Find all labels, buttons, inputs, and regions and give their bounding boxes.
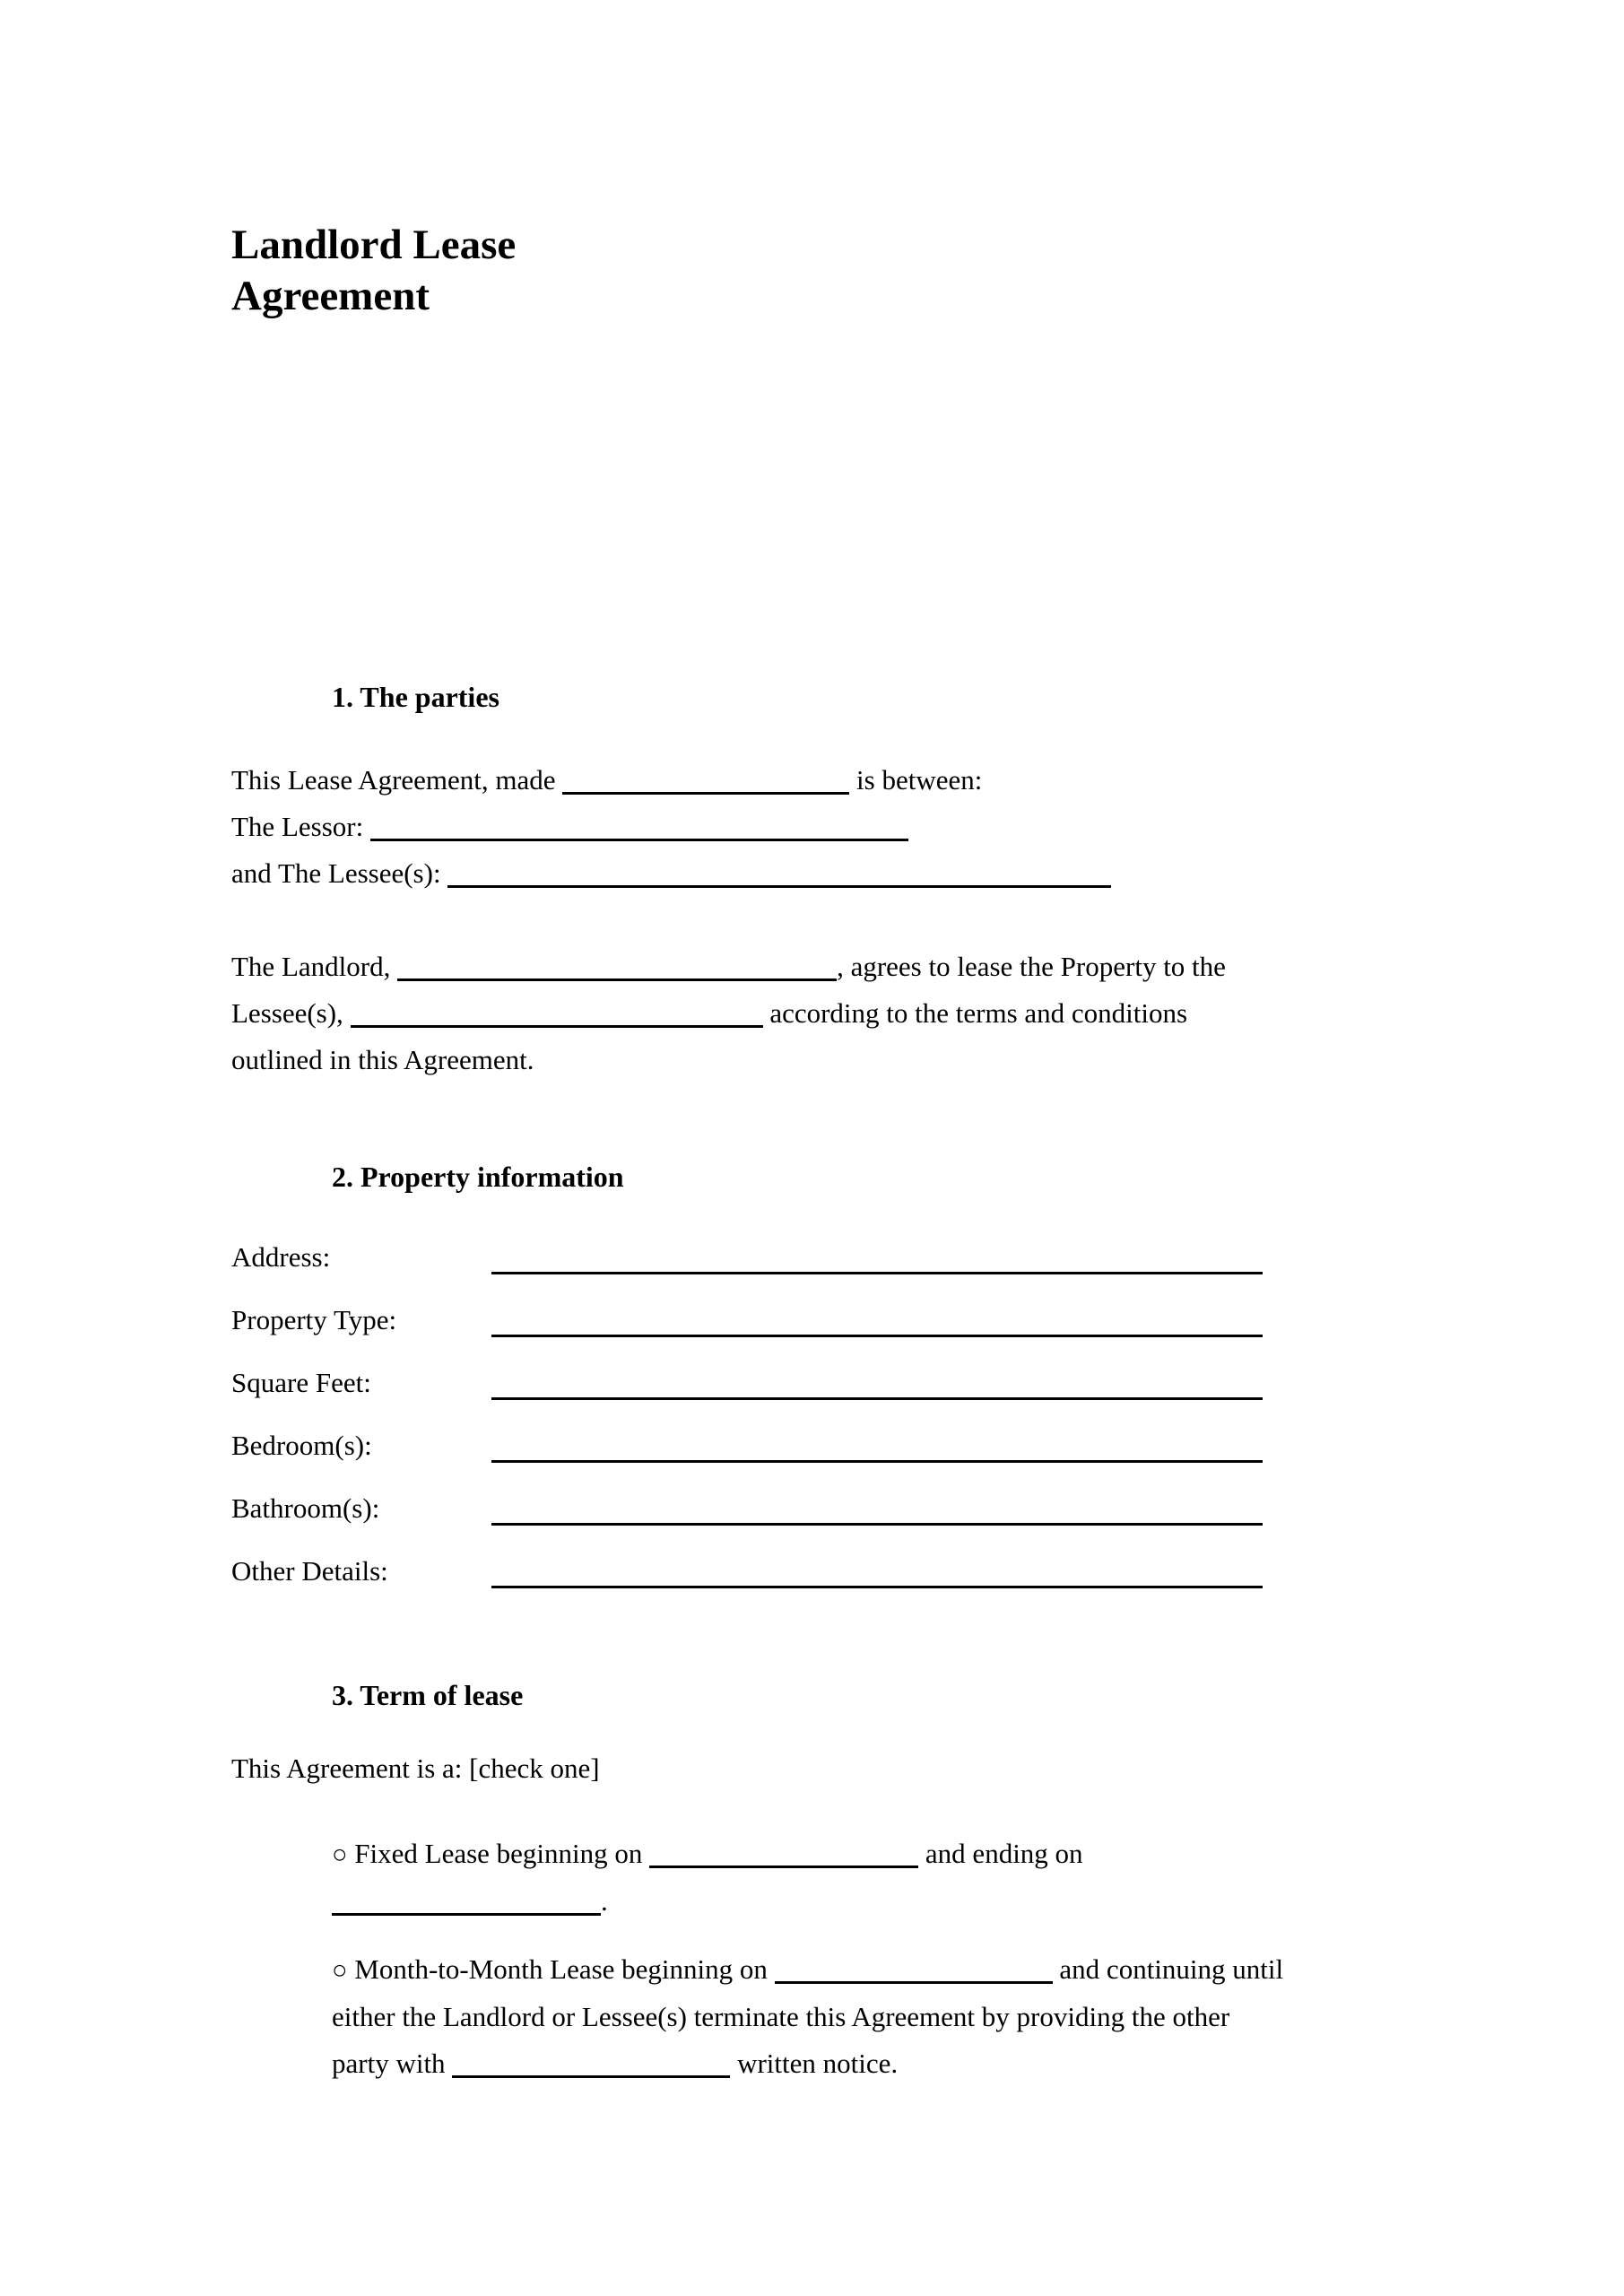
landlord-line2-pre-text: Lessee(s), bbox=[231, 997, 343, 1029]
parties-line1-pre-text: This Lease Agreement, made bbox=[231, 764, 556, 796]
document-content bbox=[231, 0, 1397, 2087]
fixed-lease-radio-icon[interactable]: ○ bbox=[332, 1840, 348, 1869]
other-details-label: Other Details: bbox=[231, 1555, 388, 1587]
fill-in-blank-property-type[interactable] bbox=[491, 1335, 1263, 1337]
bedrooms-label: Bedroom(s): bbox=[231, 1430, 372, 1461]
field-row-bedrooms bbox=[231, 1422, 1397, 1485]
m2m-line-2: either the Landlord or Lessee(s) terminate this Agreement by providing the other bbox=[332, 2001, 1230, 2032]
landlord-line-3: outlined in this Agreement. bbox=[231, 1044, 534, 1075]
document-title-line-1: Landlord Lease bbox=[231, 222, 517, 268]
address-label: Address: bbox=[231, 1241, 331, 1273]
section-heading-term: 3. Term of lease bbox=[332, 1679, 524, 1711]
fill-in-blank-lessor-name[interactable] bbox=[370, 839, 908, 841]
fixed-lease-line1-pre-text: Fixed Lease beginning on bbox=[354, 1838, 643, 1869]
m2m-line1-post-text: and continuing until bbox=[1059, 1953, 1284, 1985]
document-title-line-2: Agreement bbox=[231, 273, 430, 319]
field-row-other-details bbox=[231, 1548, 1397, 1611]
parties-line-2 bbox=[231, 804, 1397, 850]
fill-in-blank-bedrooms[interactable] bbox=[491, 1460, 1263, 1463]
landlord-line1-post-text: , agrees to lease the Property to the bbox=[837, 951, 1226, 982]
fill-in-blank-fixed-begin-date[interactable] bbox=[649, 1866, 918, 1868]
field-row-address bbox=[231, 1234, 1397, 1297]
fixed-lease-line2-punct: . bbox=[601, 1885, 608, 1917]
lessee-label: and The Lessee(s): bbox=[231, 857, 441, 889]
section-heading-parties: 1. The parties bbox=[332, 681, 499, 713]
fixed-lease-line1-post-text: and ending on bbox=[925, 1838, 1083, 1869]
fill-in-blank-address[interactable] bbox=[491, 1272, 1263, 1274]
fill-in-blank-notice-period[interactable] bbox=[452, 2075, 730, 2078]
field-row-property-type bbox=[231, 1297, 1397, 1360]
parties-paragraph-1 bbox=[231, 757, 1397, 897]
fill-in-blank-lessee-name[interactable] bbox=[447, 885, 1111, 888]
parties-paragraph-2 bbox=[231, 944, 1397, 1083]
m2m-line3-post-text: written notice. bbox=[737, 2048, 899, 2079]
option-fixed-lease bbox=[332, 1831, 1397, 1925]
parties-line1-post-text: is between: bbox=[856, 764, 983, 796]
parties-line-3 bbox=[231, 850, 1397, 897]
fixed-lease-line-1 bbox=[332, 1831, 1397, 1878]
fill-in-blank-fixed-end-date[interactable] bbox=[332, 1913, 601, 1916]
term-intro-line: This Agreement is a: [check one] bbox=[231, 1752, 600, 1784]
property-type-label: Property Type: bbox=[231, 1304, 397, 1335]
fill-in-blank-date-made[interactable] bbox=[562, 792, 849, 795]
landlord-line1-pre-text: The Landlord, bbox=[231, 951, 391, 982]
m2m-line1-pre-text: Month-to-Month Lease beginning on bbox=[354, 1953, 768, 1985]
field-row-square-feet bbox=[231, 1360, 1397, 1422]
m2m-line-1 bbox=[332, 1946, 1397, 1994]
section-heading-property: 2. Property information bbox=[332, 1161, 624, 1193]
landlord-line2-post-text: according to the terms and conditions bbox=[769, 997, 1188, 1029]
parties-line-1 bbox=[231, 757, 1397, 804]
property-fields bbox=[231, 1234, 1397, 1611]
document-title bbox=[231, 220, 1397, 322]
bathrooms-label: Bathroom(s): bbox=[231, 1492, 380, 1524]
month-to-month-radio-icon[interactable]: ○ bbox=[332, 1956, 348, 1985]
fill-in-blank-square-feet[interactable] bbox=[491, 1397, 1263, 1400]
landlord-line-1 bbox=[231, 944, 1397, 990]
fill-in-blank-other-details[interactable] bbox=[491, 1586, 1263, 1588]
field-row-bathrooms bbox=[231, 1485, 1397, 1548]
fill-in-blank-m2m-begin-date[interactable] bbox=[775, 1981, 1053, 1984]
square-feet-label: Square Feet: bbox=[231, 1367, 371, 1398]
lessor-label: The Lessor: bbox=[231, 811, 364, 842]
m2m-line3-pre-text: party with bbox=[332, 2048, 446, 2079]
fill-in-blank-lessee-name-2[interactable] bbox=[351, 1025, 763, 1028]
fill-in-blank-landlord-name[interactable] bbox=[397, 978, 837, 981]
landlord-line-2 bbox=[231, 990, 1397, 1037]
fixed-lease-line-2 bbox=[332, 1878, 1397, 1925]
m2m-line-3 bbox=[332, 2040, 1397, 2087]
fill-in-blank-bathrooms[interactable] bbox=[491, 1523, 1263, 1526]
option-month-to-month bbox=[332, 1946, 1397, 2087]
